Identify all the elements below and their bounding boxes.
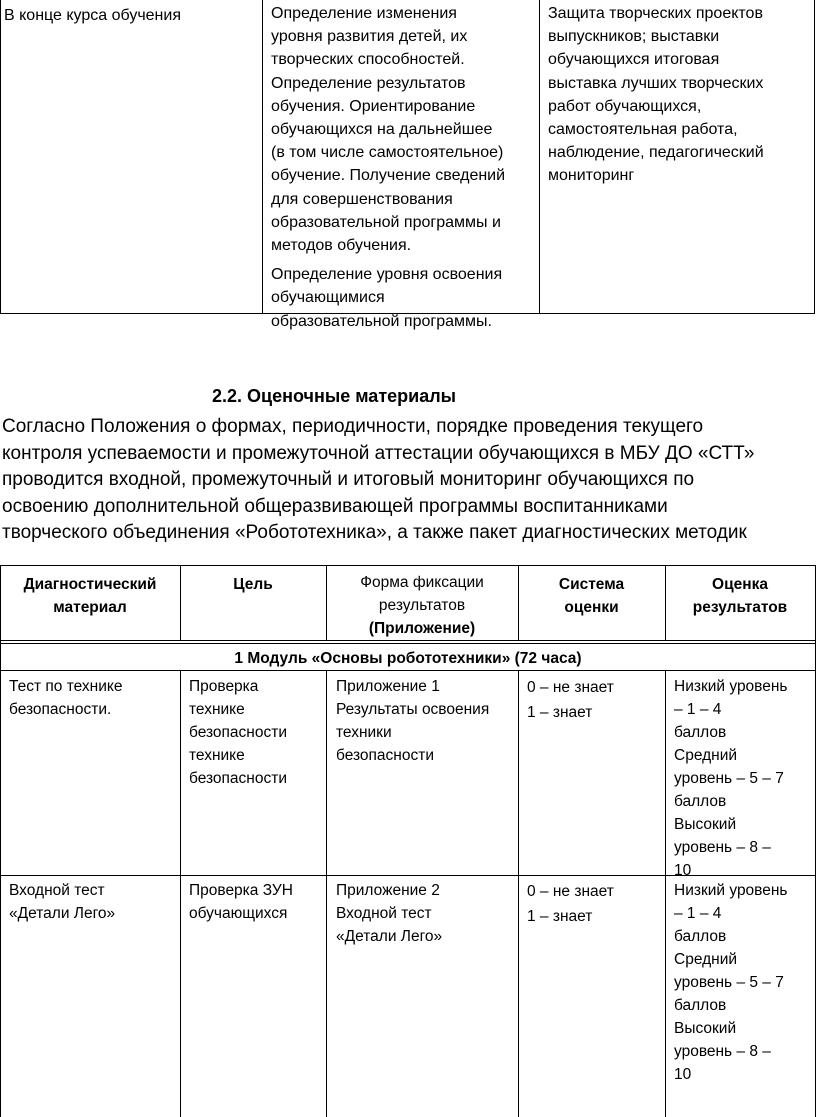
row2-evaluation: Низкий уровень – 1 – 4 баллов Средний уровень – 5 – 7 баллов Высокий уровень – 8 – 10 — [674, 882, 788, 1083]
diag-table-header-bottom — [0, 640, 816, 641]
top-table-forms: Защита творческих проектов выпускников; выставки обучающихся итоговая выставка лучших творческих работ обучающихся, самостоятельная работа, наблюдение, педагогический мониторинг — [548, 5, 764, 185]
top-table-left-border — [0, 0, 1, 314]
row2-goal: Проверка ЗУН обучающихся — [189, 882, 293, 922]
header-goal: Цель — [233, 576, 273, 593]
diag-table-header-bottom-double — [0, 643, 816, 644]
row2-material: Входной тест «Детали Лего» — [9, 882, 116, 922]
header-material: Диагностический материал — [23, 576, 157, 616]
diag-table-module-bottom — [0, 670, 816, 671]
module-title: 1 Модуль «Основы робототехники» (72 часа) — [234, 650, 582, 667]
top-table-divider-1 — [262, 0, 263, 314]
row1-evaluation: Низкий уровень – 1 – 4 баллов Средний уровень – 5 – 7 баллов Высокий уровень – 8 – 10 — [674, 678, 788, 879]
top-table-right-border — [814, 0, 815, 314]
header-evaluation: Оценка результатов — [692, 576, 788, 616]
top-table-divider-2 — [539, 0, 540, 314]
top-table-period: В конце курса обучения — [4, 7, 181, 24]
row2-system: 0 – не знает 1 – знает — [527, 883, 614, 925]
header-system: Система оценки — [558, 576, 625, 616]
row1-material: Тест по технике безопасности. — [9, 678, 123, 718]
diag-table-col-divider-4 — [665, 670, 666, 1117]
diag-table-col-divider-3 — [518, 670, 519, 1117]
row1-system: 0 – не знает 1 – знает — [527, 679, 614, 721]
row1-form: Приложение 1 Результаты освоения техники безопасности — [336, 678, 490, 764]
header-form: Форма фиксации результатов (Приложение) — [360, 574, 484, 637]
diag-table-top-border — [0, 565, 816, 566]
section-paragraph: Согласно Положения о формах, периодичности, порядке проведения текущего контроля успеваемости и промежуточной аттестации обучающихся в МБУ ДО «СТТ» проводится входной, промежуточный и итоговый мониторинг обучающихся по освоению дополнительной общеразвивающей программы воспитанниками творческого объединения «Робототехника», а также пакет диагностических методик — [2, 416, 755, 544]
diag-table-col-divider-1 — [180, 670, 181, 1117]
row2-form: Приложение 2 Входной тест «Детали Лего» — [336, 882, 443, 945]
section-heading: 2.2. Оценочные материалы — [212, 386, 457, 406]
top-table-purpose: Определение изменения уровня развития детей, их творческих способностей. Определение результатов обучения. Ориентирование обучающихся на дальнейшее (в том числе самостоятельное) обучение. Получение сведений для совершенствования образовательной программы и методов обучения. Определение уровня освоения обучающимися образовательной программы. — [271, 5, 506, 330]
row1-goal: Проверка технике безопасности технике безопасности — [189, 678, 287, 787]
diag-table-col-divider-2 — [326, 670, 327, 1117]
